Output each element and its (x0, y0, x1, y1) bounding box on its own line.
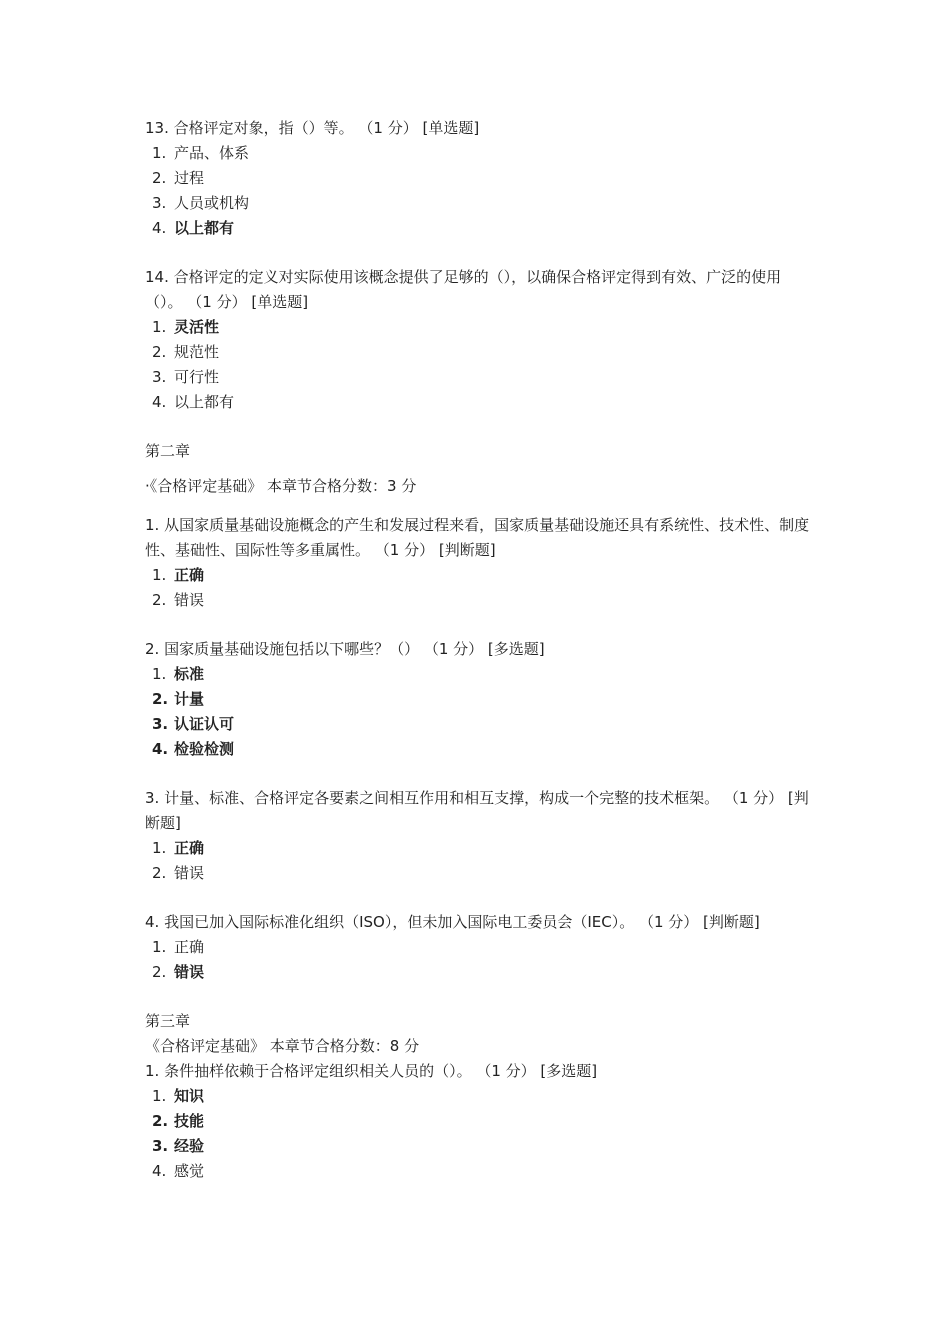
option-number: 2. (152, 343, 167, 361)
option-item (145, 390, 810, 415)
option-number: 2. (152, 169, 167, 187)
option-item (145, 588, 810, 613)
option-item-selected (145, 662, 810, 687)
spacer (145, 464, 810, 474)
spacer (145, 613, 810, 637)
option-text: 检验检测 (174, 740, 235, 758)
spacer (145, 762, 810, 786)
option-item-selected (145, 1084, 810, 1109)
option-text: 计量 (174, 690, 205, 708)
option-number: 4. (152, 740, 169, 758)
option-list (145, 662, 810, 762)
option-text: 感觉 (174, 1162, 205, 1180)
chapter-2-question-1 (145, 513, 810, 613)
question-13 (145, 116, 810, 241)
option-item-selected (145, 960, 810, 985)
option-item-selected (145, 1109, 810, 1134)
option-item (145, 935, 810, 960)
option-list (145, 836, 810, 886)
option-item (145, 166, 810, 191)
option-text: 以上都有 (174, 219, 235, 237)
option-item (145, 141, 810, 166)
option-item (145, 191, 810, 216)
option-item (145, 1159, 810, 1184)
option-text: 正确 (174, 839, 205, 857)
option-text: 规范性 (174, 343, 220, 361)
option-item (145, 365, 810, 390)
option-item-selected (145, 563, 810, 588)
question-text: 1. 条件抽样依赖于合格评定组织相关人员的（）。 （1 分） [多选题] (145, 1062, 598, 1080)
question-text: 13. 合格评定对象，指（）等。 （1 分） [单选题] (145, 119, 480, 137)
option-number: 4. (152, 219, 167, 237)
option-text: 经验 (174, 1137, 205, 1155)
option-number: 1. (152, 938, 167, 956)
option-text: 技能 (174, 1112, 205, 1130)
option-text: 正确 (174, 566, 205, 584)
question-text: 14. 合格评定的定义对实际使用该概念提供了足够的（），以确保合格评定得到有效、广泛的使用（）。 （1 分） [单选题] (145, 268, 782, 311)
option-number: 1. (152, 665, 167, 683)
question-14 (145, 265, 810, 415)
question-text: 3. 计量、标准、合格评定各要素之间相互作用和相互支撑，构成一个完整的技术框架。 （1 分） [判断题] (145, 789, 809, 832)
chapter-2-info: ·《合格评定基础》 本章节合格分数：3 分 (145, 477, 417, 495)
option-item-selected (145, 687, 810, 712)
option-number: 4. (152, 393, 167, 411)
option-number: 2. (152, 963, 167, 981)
option-number: 4. (152, 1162, 167, 1180)
option-number: 3. (152, 1137, 169, 1155)
option-number: 3. (152, 368, 167, 386)
option-number: 3. (152, 194, 167, 212)
option-text: 错误 (174, 591, 205, 609)
option-list (145, 315, 810, 415)
option-item-selected (145, 1134, 810, 1159)
option-number: 2. (152, 591, 167, 609)
spacer (145, 985, 810, 1009)
chapter-3-question-1 (145, 1059, 810, 1184)
option-number: 2. (152, 1112, 169, 1130)
option-list (145, 935, 810, 985)
option-number: 1. (152, 1087, 167, 1105)
option-item-selected (145, 737, 810, 762)
option-number: 1. (152, 566, 167, 584)
chapter-2-question-4 (145, 910, 810, 985)
chapter-2-title: 第二章 (145, 442, 191, 460)
option-text: 可行性 (174, 368, 220, 386)
option-text: 灵活性 (174, 318, 220, 336)
option-number: 2. (152, 864, 167, 882)
chapter-3-info: 《合格评定基础》 本章节合格分数：8 分 (145, 1037, 420, 1055)
question-text: 1. 从国家质量基础设施概念的产生和发展过程来看，国家质量基础设施还具有系统性、技术性、制度性、基础性、国际性等多重属性。 （1 分） [判断题] (145, 516, 810, 559)
option-number: 2. (152, 690, 169, 708)
option-text: 正确 (174, 938, 205, 956)
spacer (145, 241, 810, 265)
option-text: 人员或机构 (174, 194, 250, 212)
question-text: 2. 国家质量基础设施包括以下哪些？（） （1 分） [多选题] (145, 640, 545, 658)
option-text: 标准 (174, 665, 205, 683)
option-text: 过程 (174, 169, 205, 187)
spacer (145, 415, 810, 439)
chapter-3-title: 第三章 (145, 1012, 191, 1030)
option-list (145, 1084, 810, 1184)
option-text: 错误 (174, 864, 205, 882)
option-text: 以上都有 (174, 393, 235, 411)
option-number: 1. (152, 839, 167, 857)
option-list (145, 563, 810, 613)
option-list (145, 141, 810, 241)
option-item-selected (145, 315, 810, 340)
option-item (145, 861, 810, 886)
chapter-2-question-3 (145, 786, 810, 886)
option-number: 1. (152, 318, 167, 336)
spacer (145, 886, 810, 910)
option-item (145, 340, 810, 365)
option-text: 知识 (174, 1087, 205, 1105)
option-text: 产品、体系 (174, 144, 250, 162)
spacer (145, 499, 810, 509)
option-text: 认证认可 (174, 715, 235, 733)
option-number: 3. (152, 715, 169, 733)
option-item-selected (145, 216, 810, 241)
option-text: 错误 (174, 963, 205, 981)
chapter-2-question-2 (145, 637, 810, 762)
option-number: 1. (152, 144, 167, 162)
option-item-selected (145, 712, 810, 737)
option-item-selected (145, 836, 810, 861)
question-text: 4. 我国已加入国际标准化组织（ISO），但未加入国际电工委员会（IEC）。 （1 分） [判断题] (145, 913, 760, 931)
